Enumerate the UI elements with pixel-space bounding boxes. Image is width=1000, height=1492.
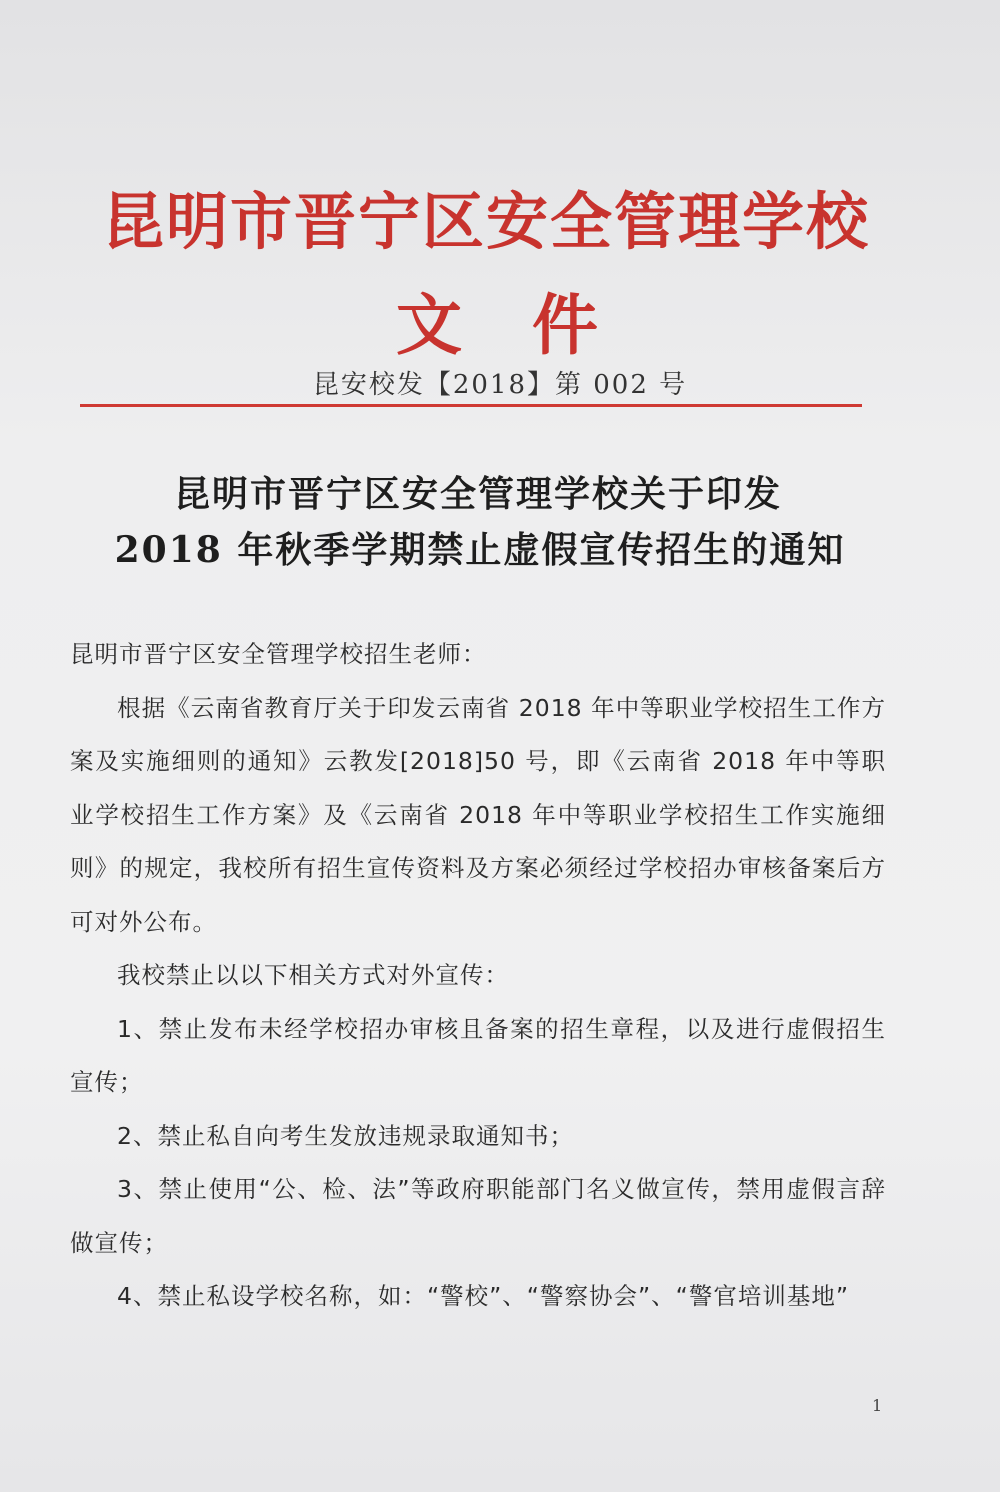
prohibition-item-1: 1、禁止发布未经学校招办审核且备案的招生章程，以及进行虚假招生宣传； (70, 1014, 886, 1096)
red-divider-line (80, 404, 862, 407)
document-number: 昆安校发【2018】第 002 号 (312, 370, 688, 400)
document-type-header: 文件 (396, 286, 668, 364)
prohibition-item-2: 2、禁止私自向考生发放违规录取通知书； (117, 1121, 574, 1150)
notice-body (70, 628, 886, 1324)
page-number: 1 (872, 1396, 883, 1415)
paragraph-basis: 根据《云南省教育厅关于印发云南省 2018 年中等职业学校招生工作方案及实施细则的通知》云教发[2018]50 号，即《云南省 2018 年中等职业学校招生工作方案》及《云南省 2018 年中等职业学校招生工作实施细则》的规定，我校所有招生宣传资料及方案必须经过学校招办审核备案后方可对外公布。 (70, 693, 886, 936)
prohibition-item-4: 4、禁止私设学校名称，如：“警校”、“警察协会”、“警官培训基地” (117, 1282, 849, 1310)
notice-title-line-1: 昆明市晋宁区安全管理学校关于印发 (173, 473, 782, 515)
paragraph-prohibitions-intro: 我校禁止以以下相关方式对外宣传： (117, 961, 509, 989)
issuer-header: 昆明市晋宁区安全管理学校 (101, 185, 870, 258)
salutation: 昆明市晋宁区安全管理学校招生老师： (70, 640, 487, 668)
notice-title-line-2: 2018 年秋季学期禁止虚假宣传招生的通知 (114, 529, 846, 571)
prohibition-item-3: 3、禁止使用“公、检、法”等政府职能部门名义做宣传，禁用虚假言辞做宣传； (70, 1175, 886, 1257)
